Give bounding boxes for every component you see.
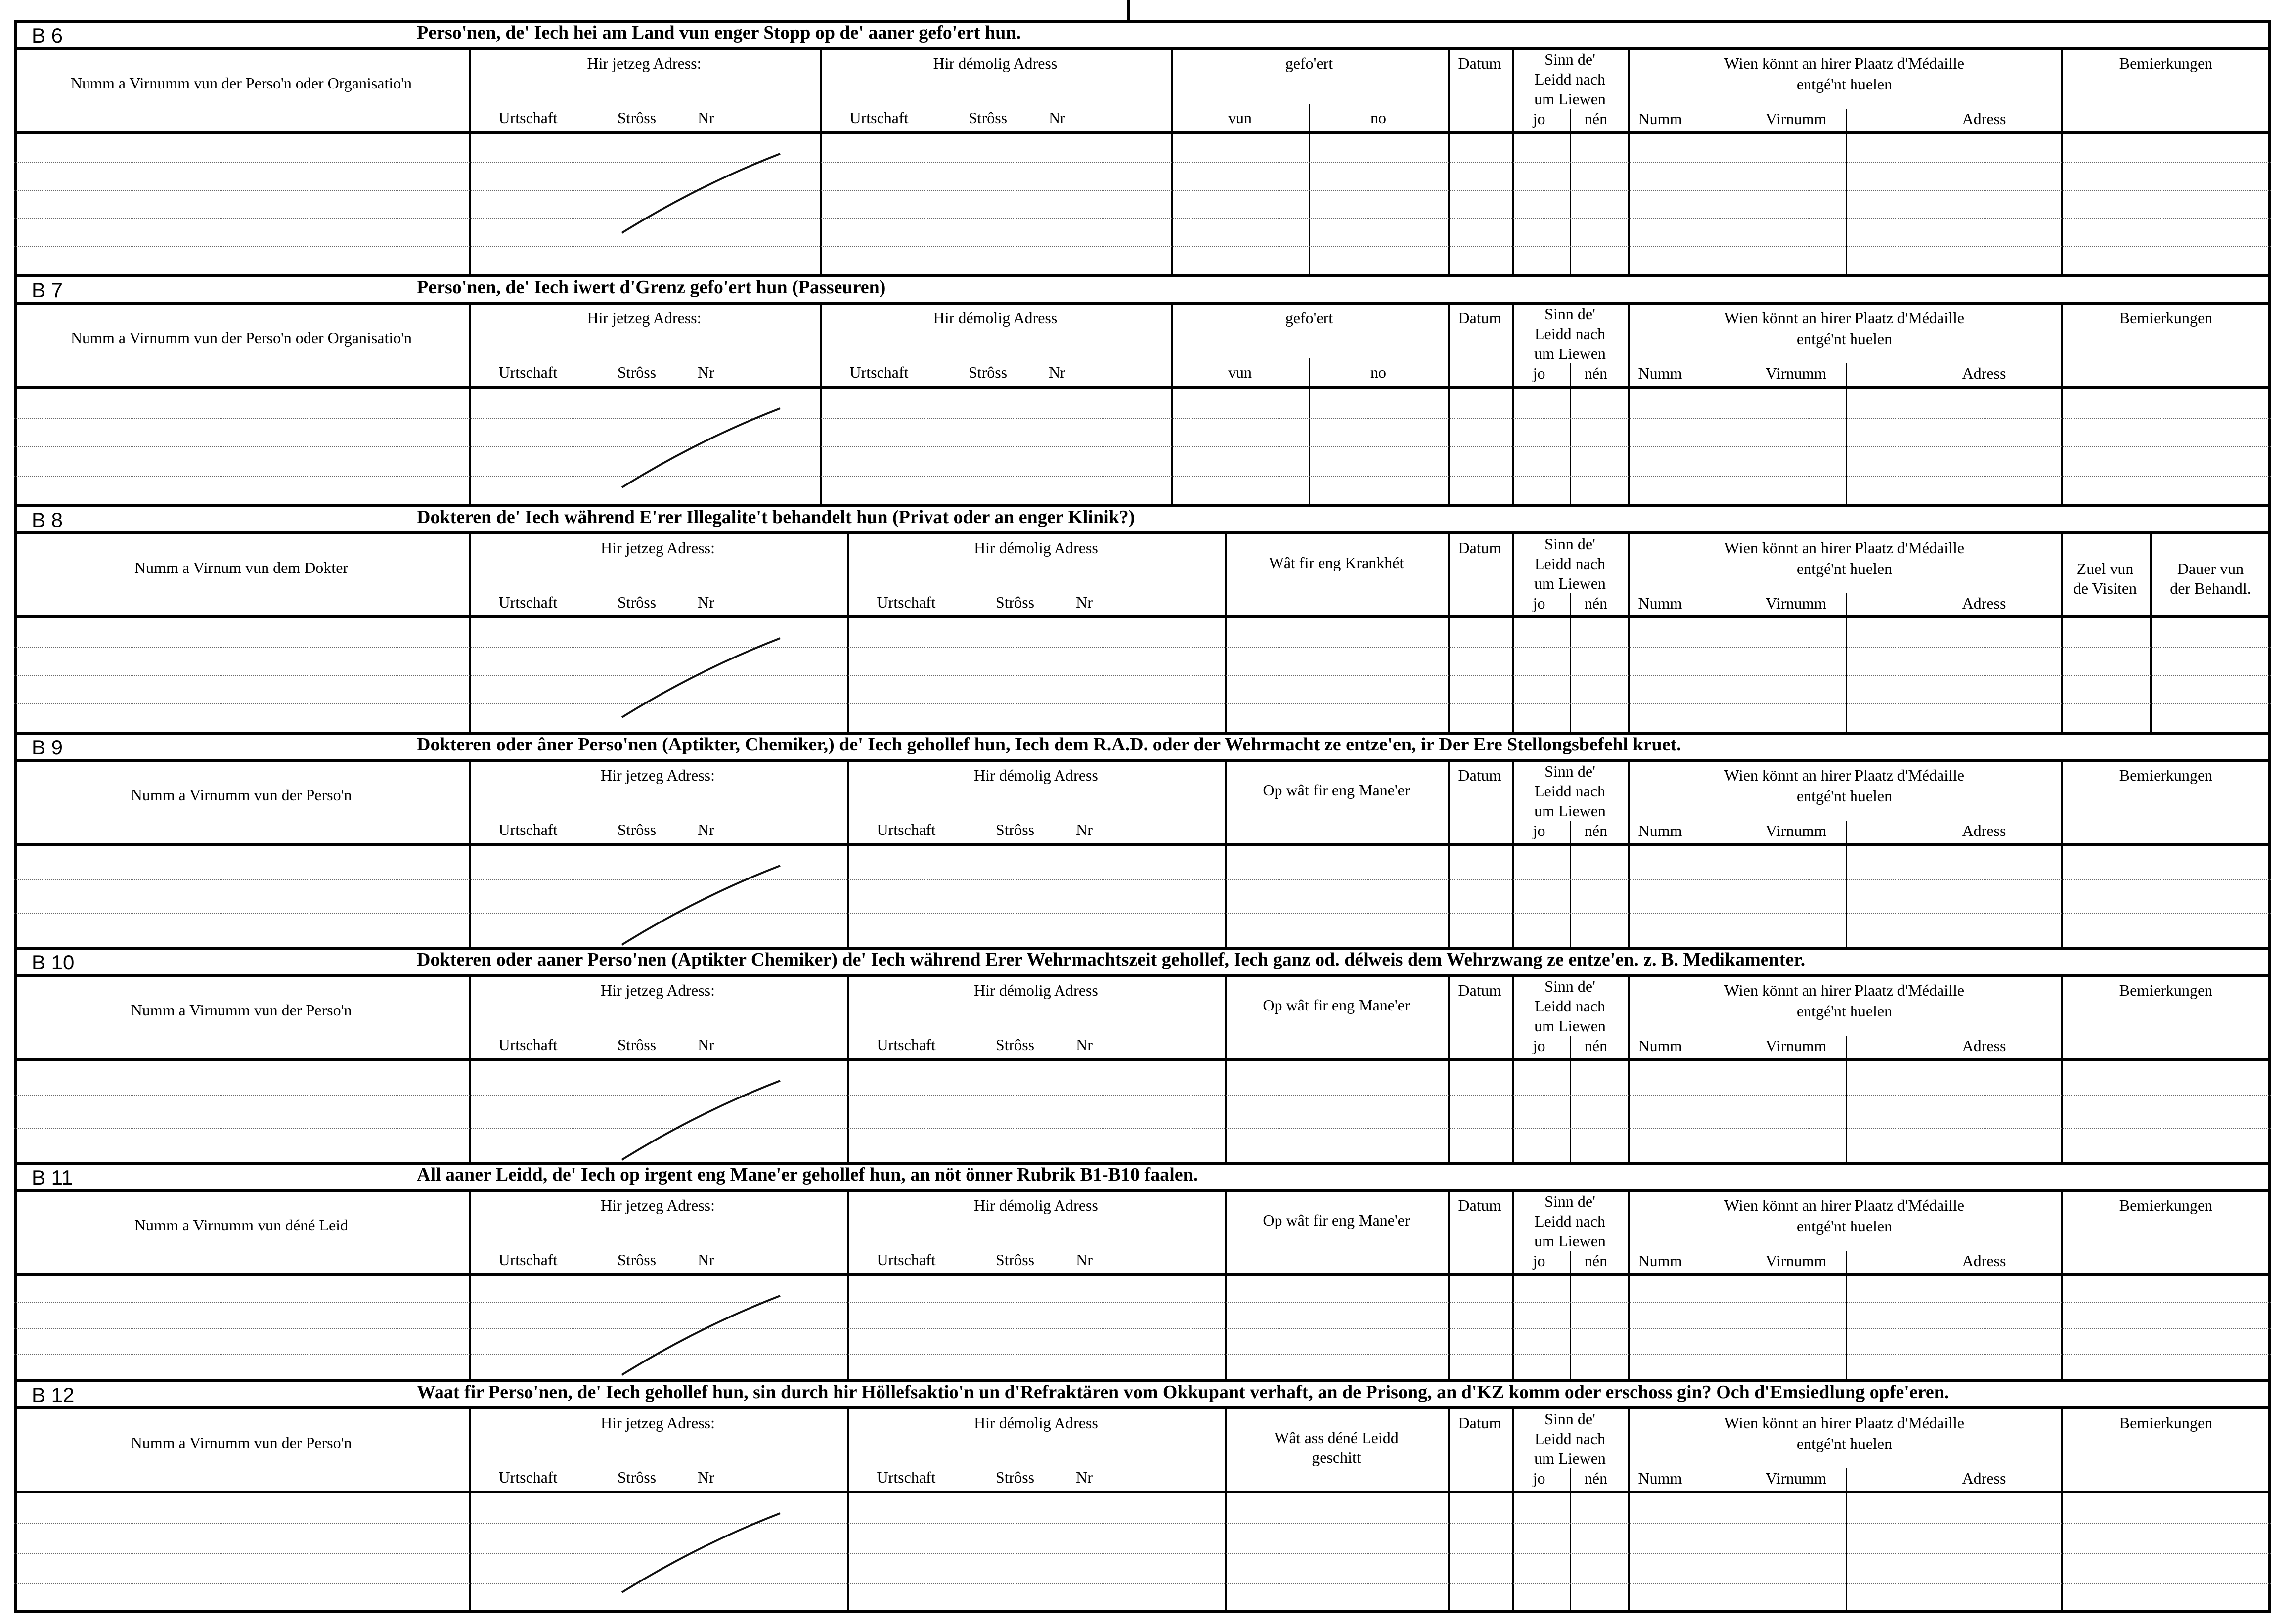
special-column-label: Op wât fir eng Mane'er xyxy=(1263,1211,1410,1229)
transport-label: gefo'ert xyxy=(1285,309,1333,327)
urtschaft-label: Urtschaft xyxy=(877,821,936,838)
yes-no-divider xyxy=(1570,593,1571,732)
entry-line xyxy=(14,647,2271,648)
urtschaft-label: Urtschaft xyxy=(877,1468,936,1486)
remarks-label: Bemierkungen xyxy=(2119,54,2213,72)
entry-line xyxy=(14,162,2271,163)
entry-line xyxy=(14,446,2271,447)
section-b10 xyxy=(14,947,2271,1162)
date-label: Datum xyxy=(1458,766,1501,784)
alive-label-2: Leidd nach xyxy=(1534,325,1606,343)
header-top-rule xyxy=(14,974,2271,977)
nr-label: Nr xyxy=(1076,1251,1093,1269)
stross-label: Strôss xyxy=(617,363,657,381)
column-divider xyxy=(1448,1406,1450,1613)
column-divider xyxy=(1448,531,1450,732)
alive-label-3: um Liewen xyxy=(1534,90,1606,108)
visits-label-1: Zuel vun xyxy=(2076,560,2134,577)
column-divider xyxy=(2061,47,2063,274)
surname-label: Numm xyxy=(1638,1469,1682,1487)
medal-label-1: Wien könnt an hirer Plaatz d'Médaille xyxy=(1724,981,1965,999)
entry-line xyxy=(14,476,2271,477)
section-code: B 11 xyxy=(32,1166,73,1189)
medal-address-divider xyxy=(1846,109,1847,274)
medal-address-divider xyxy=(1846,593,1847,732)
no-label: nén xyxy=(1584,1037,1608,1054)
stross-label: Strôss xyxy=(617,1251,657,1269)
stross-label: Strôss xyxy=(968,109,1008,127)
entry-line xyxy=(14,1553,2271,1554)
section-title: Waat fir Perso'nen, de' Iech gehollef hun, sin durch hir Höllefsaktio'n un d'Refraktären vom Okkupant verhaft, an de Prisong, an d'KZ komm oder erschoss gin? Och d'Emsiedlung opfe'eren. xyxy=(417,1382,1949,1403)
entry-line xyxy=(14,418,2271,419)
medal-label-1: Wien könnt an hirer Plaatz d'Médaille xyxy=(1724,309,1965,327)
section-code: B 7 xyxy=(32,278,63,302)
column-divider xyxy=(2061,1189,2063,1379)
column-divider xyxy=(820,47,822,274)
yes-label: jo xyxy=(1533,110,1545,128)
column-divider xyxy=(847,974,849,1162)
column-divider xyxy=(1448,47,1450,274)
address-label: Adress xyxy=(1962,1469,2006,1487)
yes-label: jo xyxy=(1533,1469,1545,1487)
column-divider xyxy=(847,1189,849,1379)
header-bottom-rule xyxy=(14,386,2271,389)
alive-label-2: Leidd nach xyxy=(1534,1430,1606,1448)
alive-label-2: Leidd nach xyxy=(1534,997,1606,1015)
from-to-divider xyxy=(1309,104,1310,274)
former-address-label: Hir démolig Adress xyxy=(974,981,1098,999)
name-column-label: Numm a Virnumm vun der Perso'n xyxy=(131,1434,352,1451)
column-divider xyxy=(469,1189,471,1379)
alive-label-3: um Liewen xyxy=(1534,1232,1606,1250)
name-column-label: Numm a Virnumm vun der Perso'n xyxy=(131,786,352,804)
nr-label: Nr xyxy=(698,593,714,611)
stross-label: Strôss xyxy=(995,821,1035,838)
alive-label-1: Sinn de' xyxy=(1544,50,1595,68)
remarks-label: Bemierkungen xyxy=(2119,1196,2213,1214)
entry-line xyxy=(14,246,2271,247)
current-address-label: Hir jetzeg Adress: xyxy=(600,1414,715,1432)
column-divider xyxy=(1448,974,1450,1162)
medal-label-2: entgé'nt huelen xyxy=(1796,1217,1893,1235)
entry-line xyxy=(14,1523,2271,1524)
date-label: Datum xyxy=(1458,309,1501,327)
pen-stroke-mark xyxy=(617,1291,785,1380)
medal-label-1: Wien könnt an hirer Plaatz d'Médaille xyxy=(1724,54,1965,72)
surname-label: Numm xyxy=(1638,1037,1682,1054)
header-bottom-rule xyxy=(14,131,2271,134)
remarks-label: Bemierkungen xyxy=(2119,309,2213,327)
column-divider xyxy=(1448,302,1450,504)
remarks-label: Bemierkungen xyxy=(2119,981,2213,999)
section-b7 xyxy=(14,274,2271,504)
column-divider xyxy=(469,531,471,732)
no-label: nén xyxy=(1584,1469,1608,1487)
urtschaft-label: Urtschaft xyxy=(877,1251,936,1269)
column-divider xyxy=(2061,302,2063,504)
medal-label-1: Wien könnt an hirer Plaatz d'Médaille xyxy=(1724,1196,1965,1214)
no-label: nén xyxy=(1584,1252,1608,1270)
urtschaft-label: Urtschaft xyxy=(498,109,558,127)
alive-label-1: Sinn de' xyxy=(1544,762,1595,780)
surname-label: Numm xyxy=(1638,822,1682,839)
section-top-rule xyxy=(14,274,2271,277)
entry-line xyxy=(14,218,2271,219)
nr-label: Nr xyxy=(1076,1036,1093,1053)
yes-no-divider xyxy=(1570,1036,1571,1162)
medal-label-1: Wien könnt an hirer Plaatz d'Médaille xyxy=(1724,766,1965,784)
column-divider xyxy=(1448,1189,1450,1379)
surname-label: Numm xyxy=(1638,1252,1682,1270)
name-column-label: Numm a Virnumm vun der Perso'n oder Organisatio'n xyxy=(70,74,412,92)
entry-line xyxy=(14,703,2271,704)
alive-label-1: Sinn de' xyxy=(1544,535,1595,553)
alive-label-1: Sinn de' xyxy=(1544,977,1595,995)
pen-stroke-mark xyxy=(617,403,785,492)
yes-label: jo xyxy=(1533,822,1545,839)
stross-label: Strôss xyxy=(617,109,657,127)
former-address-label: Hir démolig Adress xyxy=(974,766,1098,784)
urtschaft-label: Urtschaft xyxy=(498,821,558,838)
column-divider xyxy=(1171,47,1173,274)
column-divider xyxy=(1171,302,1173,504)
address-label: Adress xyxy=(1962,364,2006,382)
medal-address-divider xyxy=(1846,363,1847,504)
transport-label: gefo'ert xyxy=(1285,54,1333,72)
to-label: no xyxy=(1370,363,1386,381)
former-address-label: Hir démolig Adress xyxy=(974,539,1098,557)
name-column-label: Numm a Virnumm vun déné Leid xyxy=(134,1216,349,1234)
urtschaft-label: Urtschaft xyxy=(877,593,936,611)
yes-label: jo xyxy=(1533,364,1545,382)
alive-label-2: Leidd nach xyxy=(1534,782,1606,800)
medal-label-2: entgé'nt huelen xyxy=(1796,560,1893,577)
alive-label-2: Leidd nach xyxy=(1534,555,1606,572)
urtschaft-label: Urtschaft xyxy=(877,1036,936,1053)
address-label: Adress xyxy=(1962,594,2006,612)
header-bottom-rule xyxy=(14,1058,2271,1061)
medal-label-2: entgé'nt huelen xyxy=(1796,787,1893,805)
nr-label: Nr xyxy=(698,1251,714,1269)
no-label: nén xyxy=(1584,822,1608,839)
column-divider xyxy=(847,1406,849,1613)
alive-label-1: Sinn de' xyxy=(1544,305,1595,323)
special-column-label-2: geschitt xyxy=(1312,1448,1361,1466)
medal-label-2: entgé'nt huelen xyxy=(1796,1002,1893,1020)
entry-line xyxy=(14,1302,2271,1303)
pen-stroke-mark xyxy=(617,1076,785,1165)
medal-address-divider xyxy=(1846,1036,1847,1162)
firstname-label: Virnumm xyxy=(1765,1469,1827,1487)
fold-line xyxy=(1127,0,1130,20)
current-address-label: Hir jetzeg Adress: xyxy=(600,981,715,999)
section-code: B 8 xyxy=(32,508,63,531)
column-divider xyxy=(469,974,471,1162)
address-label: Adress xyxy=(1962,110,2006,128)
entry-line xyxy=(14,879,2271,880)
remarks-label: Bemierkungen xyxy=(2119,1414,2213,1432)
header-top-rule xyxy=(14,1406,2271,1409)
section-title: Perso'nen, de' Iech hei am Land vun enger Stopp op de' aaner gefo'ert hun. xyxy=(417,22,1021,43)
column-divider xyxy=(1448,759,1450,947)
former-address-label: Hir démolig Adress xyxy=(933,309,1058,327)
entry-line xyxy=(14,190,2271,191)
stross-label: Strôss xyxy=(617,1468,657,1486)
section-b12 xyxy=(14,1379,2271,1613)
nr-label: Nr xyxy=(1076,821,1093,838)
urtschaft-label: Urtschaft xyxy=(498,363,558,381)
stross-label: Strôss xyxy=(617,1036,657,1053)
entry-line xyxy=(14,1128,2271,1129)
date-label: Datum xyxy=(1458,54,1501,72)
medal-label-2: entgé'nt huelen xyxy=(1796,330,1893,348)
special-column-label: Wât fir eng Krankhét xyxy=(1269,554,1404,571)
nr-label: Nr xyxy=(698,1468,714,1486)
current-address-label: Hir jetzeg Adress: xyxy=(587,54,702,72)
current-address-label: Hir jetzeg Adress: xyxy=(600,766,715,784)
stross-label: Strôss xyxy=(617,593,657,611)
name-column-label: Numm a Virnumm vun der Perso'n xyxy=(131,1001,352,1019)
medal-address-divider xyxy=(1846,1468,1847,1613)
header-top-rule xyxy=(14,759,2271,762)
section-b6 xyxy=(14,20,2271,274)
yes-no-divider xyxy=(1570,1251,1571,1379)
stross-label: Strôss xyxy=(995,1468,1035,1486)
column-divider xyxy=(2061,1406,2063,1613)
yes-label: jo xyxy=(1533,1252,1545,1270)
duration-label-1: Dauer vun xyxy=(2177,560,2244,577)
medal-label-1: Wien könnt an hirer Plaatz d'Médaille xyxy=(1724,1414,1965,1432)
stross-label: Strôss xyxy=(995,1251,1035,1269)
header-top-rule xyxy=(14,47,2271,50)
medal-address-divider xyxy=(1846,1251,1847,1379)
alive-label-2: Leidd nach xyxy=(1534,70,1606,88)
section-code: B 12 xyxy=(32,1383,75,1406)
address-label: Adress xyxy=(1962,1252,2006,1270)
entry-line xyxy=(14,913,2271,914)
column-divider xyxy=(469,1406,471,1613)
section-title: Dokteren de' Iech während E'rer Illegalite't behandelt hun (Privat oder an enger Klinik?) xyxy=(417,507,1135,527)
column-divider xyxy=(469,759,471,947)
column-divider xyxy=(469,47,471,274)
nr-label: Nr xyxy=(1049,109,1065,127)
alive-label-1: Sinn de' xyxy=(1544,1192,1595,1210)
former-address-label: Hir démolig Adress xyxy=(933,54,1058,72)
urtschaft-label: Urtschaft xyxy=(498,1251,558,1269)
former-address-label: Hir démolig Adress xyxy=(974,1414,1098,1432)
from-label: vun xyxy=(1228,363,1252,381)
pen-stroke-mark xyxy=(617,1508,785,1597)
address-label: Adress xyxy=(1962,822,2006,839)
section-b8 xyxy=(14,504,2271,732)
special-column-label: Op wât fir eng Mane'er xyxy=(1263,996,1410,1014)
alive-label-3: um Liewen xyxy=(1534,802,1606,820)
yes-label: jo xyxy=(1533,1037,1545,1054)
header-bottom-rule xyxy=(14,843,2271,846)
section-b11 xyxy=(14,1162,2271,1379)
stross-label: Strôss xyxy=(995,1036,1035,1053)
header-top-rule xyxy=(14,1189,2271,1192)
section-code: B 9 xyxy=(32,736,63,759)
date-label: Datum xyxy=(1458,1196,1501,1214)
current-address-label: Hir jetzeg Adress: xyxy=(587,309,702,327)
duration-label-2: der Behandl. xyxy=(2170,579,2251,597)
section-title: Dokteren oder aaner Perso'nen (Aptikter Chemiker) de' Iech während Erer Wehrmachtszeit gehollef, Iech ganz od. délweis dem Wehrzwang ze entze'en. z. B. Medikamenter. xyxy=(417,949,1806,970)
column-divider xyxy=(2061,759,2063,947)
special-column-label: Wât ass déné Leidd xyxy=(1274,1429,1399,1447)
to-label: no xyxy=(1370,109,1386,127)
column-divider xyxy=(2061,974,2063,1162)
yes-label: jo xyxy=(1533,594,1545,612)
entry-line xyxy=(14,675,2271,676)
firstname-label: Virnumm xyxy=(1765,110,1827,128)
section-b9 xyxy=(14,732,2271,947)
urtschaft-label: Urtschaft xyxy=(849,363,909,381)
header-bottom-rule xyxy=(14,615,2271,618)
section-code: B 10 xyxy=(32,951,75,974)
yes-no-divider xyxy=(1570,821,1571,947)
medal-label-2: entgé'nt huelen xyxy=(1796,75,1893,93)
visits-label-2: de Visiten xyxy=(2073,579,2137,597)
column-divider xyxy=(820,302,822,504)
header-top-rule xyxy=(14,302,2271,305)
address-label: Adress xyxy=(1962,1037,2006,1054)
column-divider xyxy=(847,759,849,947)
urtschaft-label: Urtschaft xyxy=(849,109,909,127)
entry-line xyxy=(14,1583,2271,1584)
urtschaft-label: Urtschaft xyxy=(498,593,558,611)
no-label: nén xyxy=(1584,594,1608,612)
entry-line xyxy=(14,1354,2271,1355)
nr-label: Nr xyxy=(698,1036,714,1053)
surname-label: Numm xyxy=(1638,110,1682,128)
nr-label: Nr xyxy=(698,821,714,838)
nr-label: Nr xyxy=(698,109,714,127)
from-label: vun xyxy=(1228,109,1252,127)
firstname-label: Virnumm xyxy=(1765,822,1827,839)
date-label: Datum xyxy=(1458,981,1501,999)
pen-stroke-mark xyxy=(617,149,785,238)
name-column-label: Numm a Virnum vun dem Dokter xyxy=(134,559,349,576)
stross-label: Strôss xyxy=(995,593,1035,611)
pen-stroke-mark xyxy=(617,861,785,950)
yes-no-divider xyxy=(1570,363,1571,504)
column-divider xyxy=(847,531,849,732)
name-column-label: Numm a Virnumm vun der Perso'n oder Organisatio'n xyxy=(70,329,412,347)
medal-label-2: entgé'nt huelen xyxy=(1796,1435,1893,1452)
section-title: Dokteren oder âner Perso'nen (Aptikter, Chemiker,) de' Iech gehollef hun, Iech dem R.A.D. oder der Wehrmacht ze entze'en, ir Der Ere Stellongsbefehl kruet. xyxy=(417,734,1681,755)
nr-label: Nr xyxy=(698,363,714,381)
header-bottom-rule xyxy=(14,1273,2271,1276)
yes-no-divider xyxy=(1570,1468,1571,1613)
medal-address-divider xyxy=(1846,821,1847,947)
nr-label: Nr xyxy=(1076,593,1093,611)
date-label: Datum xyxy=(1458,1414,1501,1432)
surname-label: Numm xyxy=(1638,364,1682,382)
firstname-label: Virnumm xyxy=(1765,594,1827,612)
surname-label: Numm xyxy=(1638,594,1682,612)
urtschaft-label: Urtschaft xyxy=(498,1468,558,1486)
former-address-label: Hir démolig Adress xyxy=(974,1196,1098,1214)
current-address-label: Hir jetzeg Adress: xyxy=(600,539,715,557)
firstname-label: Virnumm xyxy=(1765,1252,1827,1270)
urtschaft-label: Urtschaft xyxy=(498,1036,558,1053)
yes-no-divider xyxy=(1570,109,1571,274)
pen-stroke-mark xyxy=(617,633,785,722)
firstname-label: Virnumm xyxy=(1765,1037,1827,1054)
current-address-label: Hir jetzeg Adress: xyxy=(600,1196,715,1214)
nr-label: Nr xyxy=(1049,363,1065,381)
remarks-label: Bemierkungen xyxy=(2119,766,2213,784)
stross-label: Strôss xyxy=(968,363,1008,381)
header-bottom-rule xyxy=(14,1491,2271,1493)
alive-label-3: um Liewen xyxy=(1534,1449,1606,1467)
medal-label-1: Wien könnt an hirer Plaatz d'Médaille xyxy=(1724,539,1965,557)
no-label: nén xyxy=(1584,110,1608,128)
section-title: Perso'nen, de' Iech iwert d'Grenz gefo'ert hun (Passeuren) xyxy=(417,277,886,298)
section-code: B 6 xyxy=(32,24,63,47)
alive-label-3: um Liewen xyxy=(1534,345,1606,362)
alive-label-3: um Liewen xyxy=(1534,1017,1606,1035)
alive-label-2: Leidd nach xyxy=(1534,1212,1606,1230)
nr-label: Nr xyxy=(1076,1468,1093,1486)
firstname-label: Virnumm xyxy=(1765,364,1827,382)
stross-label: Strôss xyxy=(617,821,657,838)
section-top-rule xyxy=(14,504,2271,507)
from-to-divider xyxy=(1309,358,1310,504)
entry-line xyxy=(14,1095,2271,1096)
section-title: All aaner Leidd, de' Iech op irgent eng Mane'er gehollef hun, an nöt önner Rubrik B1-B10 faalen. xyxy=(417,1164,1198,1185)
header-top-rule xyxy=(14,531,2271,534)
alive-label-3: um Liewen xyxy=(1534,574,1606,592)
no-label: nén xyxy=(1584,364,1608,382)
date-label: Datum xyxy=(1458,539,1501,557)
alive-label-1: Sinn de' xyxy=(1544,1410,1595,1428)
entry-line xyxy=(14,1328,2271,1329)
special-column-label: Op wât fir eng Mane'er xyxy=(1263,781,1410,799)
column-divider xyxy=(469,302,471,504)
